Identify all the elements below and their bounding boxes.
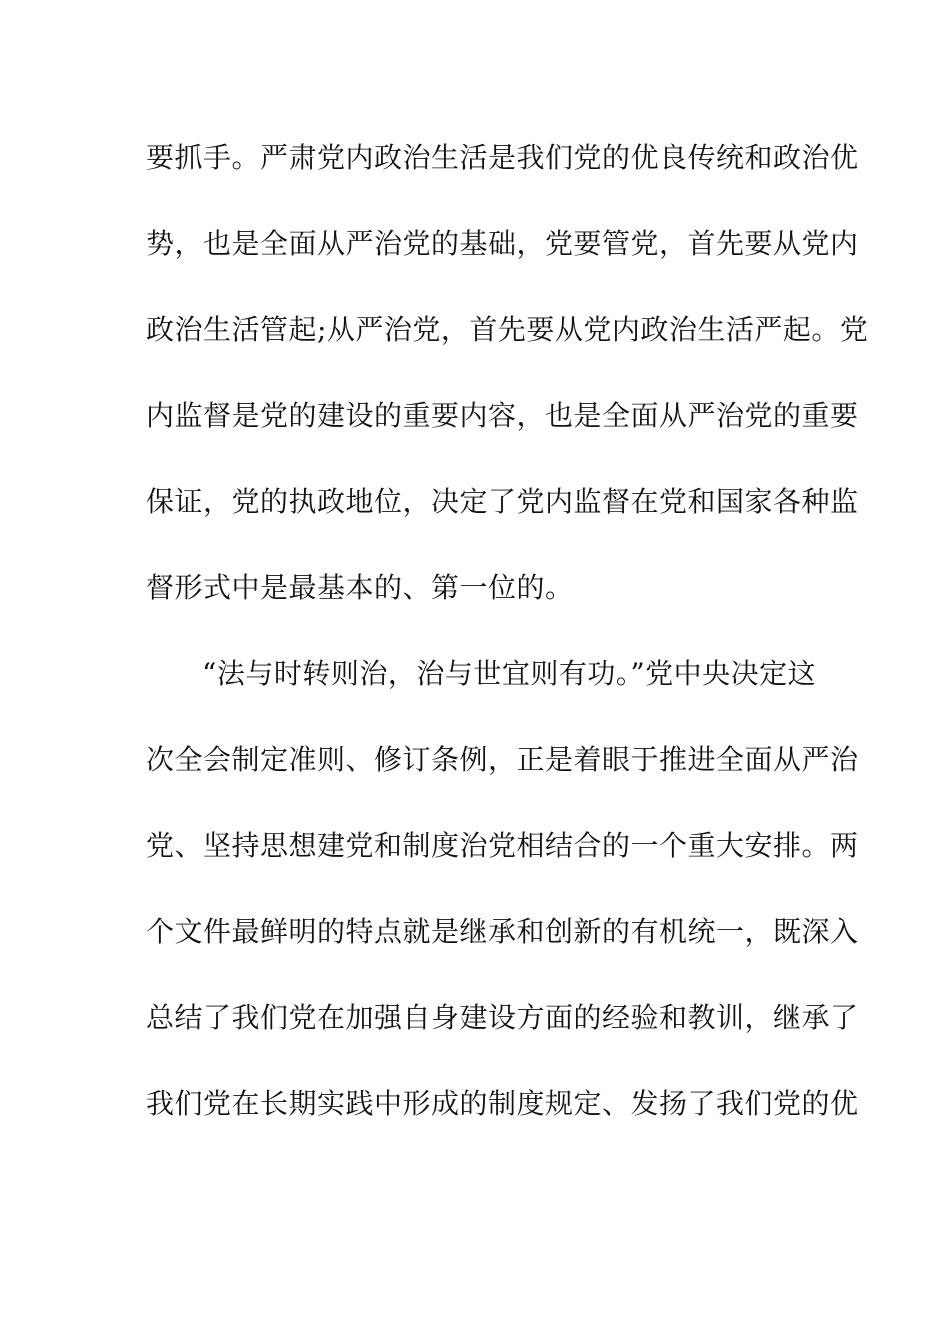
text-line: 内监督是党的建设的重要内容，也是全面从严治党的重要 [146, 399, 859, 432]
text-line: 个文件最鲜明的特点就是继承和创新的有机统一，既深入 [146, 915, 859, 948]
text-line: 次全会制定准则、修订条例，正是着眼于推进全面从严治 [146, 743, 859, 776]
text-line: 我们党在长期实践中形成的制度规定、发扬了我们党的优 [146, 1087, 859, 1120]
text-line: 要抓手。严肃党内政治生活是我们党的优良传统和政治优 [146, 141, 859, 174]
text-line: “法与时转则治，治与世宜则有功。”党中央决定这 [202, 657, 817, 690]
text-line: 督形式中是最基本的、第一位的。 [146, 571, 574, 604]
text-line: 政治生活管起;从严治党，首先要从党内政治生活严起。党 [146, 313, 869, 346]
text-line: 总结了我们党在加强自身建设方面的经验和教训，继承了 [146, 1001, 859, 1034]
text-line: 势，也是全面从严治党的基础，党要管党，首先要从党内 [146, 227, 859, 260]
text-line: 党、坚持思想建党和制度治党相结合的一个重大安排。两 [146, 829, 859, 862]
text-line: 保证，党的执政地位，决定了党内监督在党和国家各种监 [146, 485, 859, 518]
